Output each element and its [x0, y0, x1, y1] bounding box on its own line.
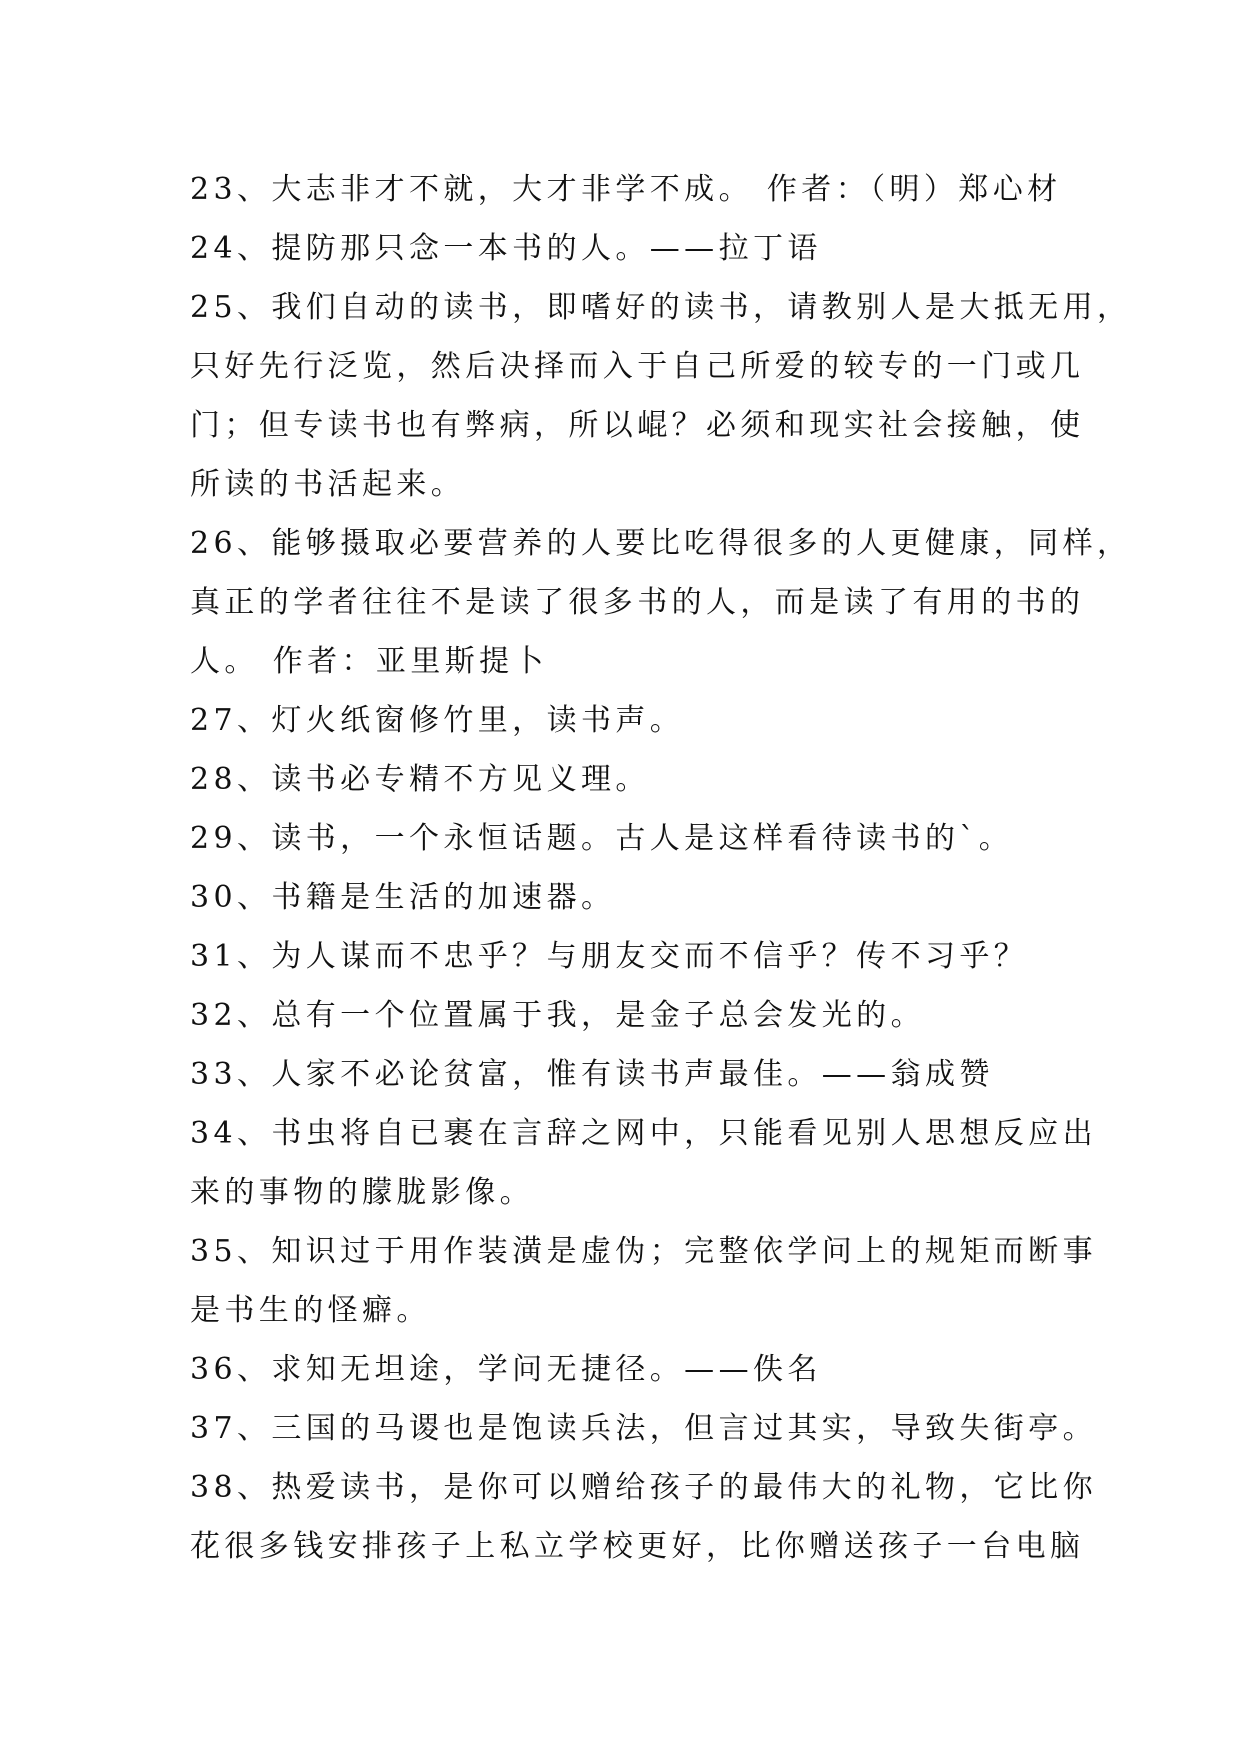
text-line: 门；但专读书也有弊病，所以崐？必须和现实社会接触，使 [190, 408, 1085, 443]
text-line: 37、三国的马谡也是饱读兵法，但言过其实，导致失街亭。 [190, 1411, 1097, 1446]
text-line: 26、能够摄取必要营养的人要比吃得很多的人更健康，同样， [190, 526, 1132, 561]
text-line: 35、知识过于用作装潢是虚伪；完整依学问上的规矩而断事 [190, 1234, 1097, 1269]
text-line: 27、灯火纸窗修竹里，读书声。 [190, 703, 685, 738]
text-line: 29、读书，一个永恒话题。古人是这样看待读书的`。 [190, 821, 1014, 856]
text-line: 25、我们自动的读书，即嗜好的读书，请教别人是大抵无用， [190, 290, 1132, 325]
text-line: 30、书籍是生活的加速器。 [190, 880, 616, 915]
quote-list [190, 160, 1132, 1576]
text-line: 24、提防那只念一本书的人。——拉丁语 [190, 231, 822, 266]
text-line: 32、总有一个位置属于我，是金子总会发光的。 [190, 998, 925, 1033]
text-line: 所读的书活起来。 [190, 467, 466, 502]
text-line: 34、书虫将自已裹在言辞之网中，只能看见别人思想反应出 [190, 1116, 1097, 1151]
text-line: 36、求知无坦途，学问无捷径。——佚名 [190, 1352, 822, 1387]
text-line: 31、为人谋而不忠乎？与朋友交而不信乎？传不习乎？ [190, 939, 1029, 974]
text-line: 33、人家不必论贫富，惟有读书声最佳。——翁成赞 [190, 1057, 994, 1092]
text-line: 38、热爱读书，是你可以赠给孩子的最伟大的礼物，它比你 [190, 1470, 1097, 1505]
text-line: 来的事物的朦胧影像。 [190, 1175, 534, 1210]
text-line: 花很多钱安排孩子上私立学校更好，比你赠送孩子一台电脑 [190, 1529, 1085, 1564]
text-line: 人。 作者：亚里斯提卜 [190, 644, 548, 679]
text-line: 真正的学者往往不是读了很多书的人，而是读了有用的书的 [190, 585, 1085, 620]
text-line: 23、大志非才不就，大才非学不成。 作者：（明）郑心材 [190, 172, 1062, 207]
text-line: 28、读书必专精不方见义理。 [190, 762, 650, 797]
text-line: 是书生的怪癖。 [190, 1293, 431, 1328]
text-line: 只好先行泛览，然后决择而入于自己所爱的较专的一门或几 [190, 349, 1085, 384]
